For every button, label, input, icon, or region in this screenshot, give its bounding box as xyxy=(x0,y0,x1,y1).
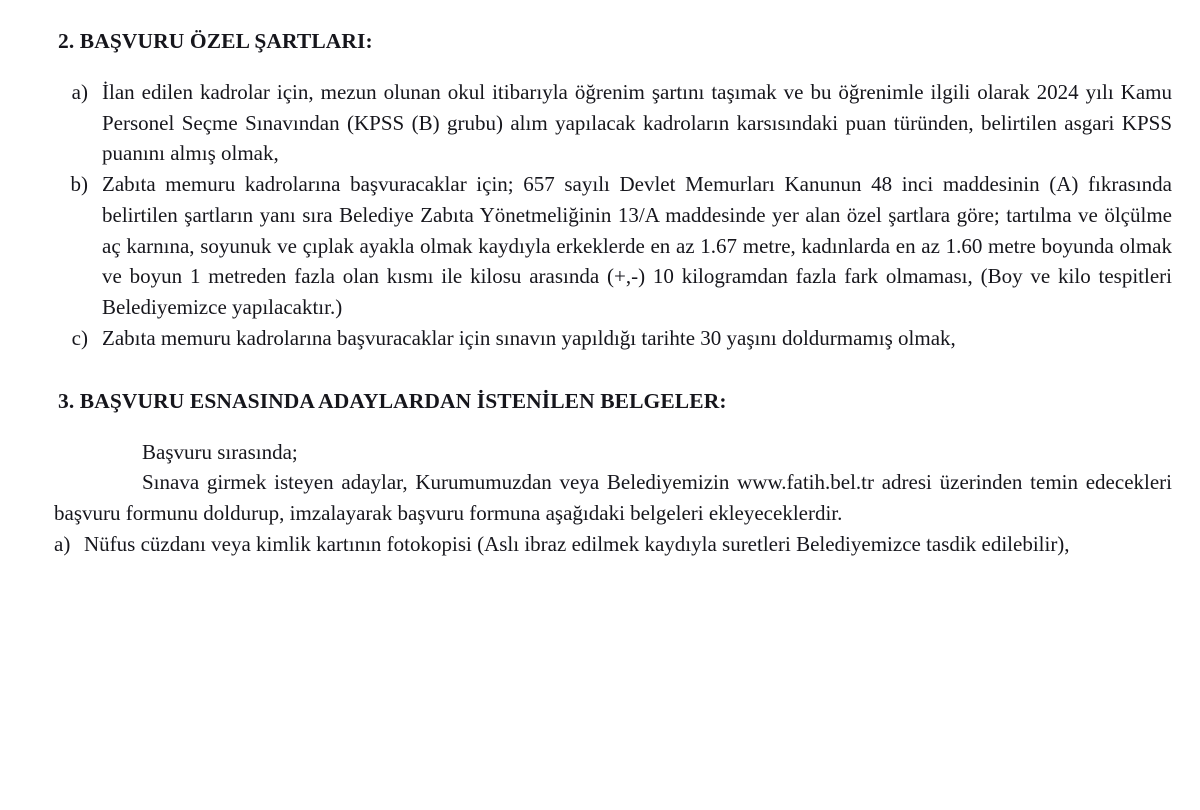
list-marker: c) xyxy=(71,325,88,350)
list-marker: a) xyxy=(71,79,88,104)
list-item-text: İlan edilen kadrolar için, mezun olunan okul itibarıyla öğrenim şartını taşımak ve bu öğrenimle ilgili olarak 2024 yılı Kamu Personel Seçme Sınavından (KPSS (B) grubu) alım yapılacak kadroların karsısındaki puan türünden, belirtilen asgari KPSS puanını almış olmak, xyxy=(102,79,1172,166)
application-instructions-paragraph: Sınava girmek isteyen adaylar, Kurumumuzdan veya Belediyemizin www.fatih.bel.tr adresi üzerinden temin edecekleri başvuru formunu doldurup, imzalayarak başvuru formuna aşağıdaki belgeleri ekleyeceklerdir. xyxy=(54,470,1172,525)
list-item-text: Zabıta memuru kadrolarına başvuracaklar için; 657 sayılı Devlet Memurları Kanunun 48 inci maddesinin (A) fıkrasında belirtilen şartların yanı sıra Belediye Zabıta Yönetmeliğinin 13/A maddesinde yer alan özel şartlara göre; tartılma ve ölçülme aç karnına, soyunuk ve çıplak ayakla olmak kaydıyla erkeklerde en az 1.67 metre, kadınlarda en az 1.60 metre boyunda olmak ve boyun 1 metreden fazla olan kısmı ile kilosu arasında (+,-) 10 kilogramdan fazla fark olmaması, (Boy ve kilo tespitleri Belediyemizce yapılacaktır.) xyxy=(102,172,1172,320)
application-intro-paragraphs xyxy=(54,437,1172,529)
required-documents-list xyxy=(54,529,1172,560)
special-conditions-list xyxy=(54,77,1172,354)
list-item xyxy=(54,529,1172,560)
list-item-text: Zabıta memuru kadrolarına başvuracaklar için sınavın yapıldığı tarihte 30 yaşını doldurmamış olmak, xyxy=(102,325,956,350)
section-heading-documents: 3. BAŞVURU ESNASINDA ADAYLARDAN İSTENİLEN BELGELER: xyxy=(58,388,727,413)
intro-paragraph: Başvuru sırasında; xyxy=(142,439,298,464)
list-item xyxy=(54,323,1172,354)
list-marker: b) xyxy=(70,172,88,197)
list-item xyxy=(54,169,1172,323)
page-title: 2. BAŞVURU ÖZEL ŞARTLARI: xyxy=(58,29,373,53)
list-item xyxy=(54,77,1172,169)
list-marker: a) xyxy=(54,531,71,556)
list-item-text: Nüfus cüzdanı veya kimlik kartının fotokopisi (Aslı ibraz edilmek kaydıyla suretleri Belediyemizce tasdik edilebilir), xyxy=(84,531,1070,556)
